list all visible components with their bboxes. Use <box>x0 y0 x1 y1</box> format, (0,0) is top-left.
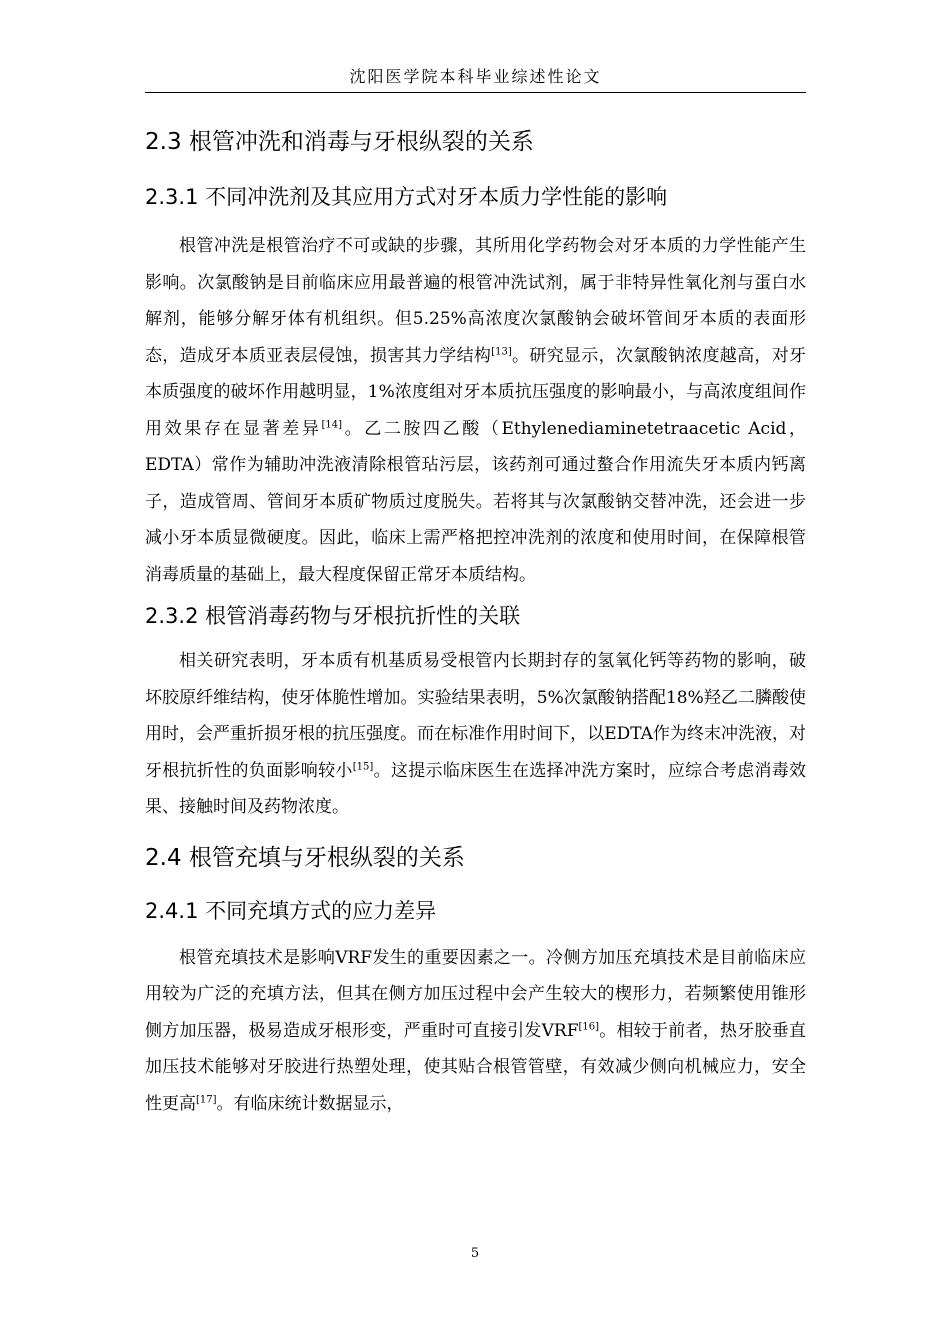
page-content <box>145 124 806 1122</box>
text-run: 。相较于前者，热牙胶垂直加压技术能够对牙胶进行热塑处理，使其贴合根管管壁，有效减少侧向机械应力，安全性更高 <box>145 1020 807 1114</box>
running-header: 沈阳医学院本科毕业综述性论文 <box>349 67 602 86</box>
paragraph-2-3-2 <box>145 643 806 826</box>
text-run: 。乙二胺四乙酸（Ethylenediaminetetraacetic Acid，EDTA）常作为辅助冲洗液清除根管玷污层，该药剂可通过螯合作用流失牙本质内钙离子，造成管周、管间牙本质矿物质过度脱失。若将其与次氯酸钠交替冲洗，还会进一步减小牙本质显微硬度。因此，临床上需严格把控冲洗剂的浓度和使用时间，在保障根管消毒质量的基础上，最大程度保留正常牙本质结构。 <box>145 418 807 585</box>
text-run: 相关研究表明，牙本质有机基质易受根管内长期封存的氢氧化钙等药物的影响，破坏胶原纤维结构，使牙体脆性增加。实验结果表明，5%次氯酸钠搭配18%羟乙二膦酸使用时，会严重折损牙根的抗压强度。而在标准作用时间下，以EDTA作为终末冲洗液，对牙根抗折性的负面影响较小 <box>145 651 806 781</box>
text-run: 根管冲洗是根管治疗不可或缺的步骤，其所用化学药物会对牙本质的力学性能产生影响。次氯酸钠是目前临床应用最普遍的根管冲洗试剂，属于非特异性氧化剂与蛋白水解剂，能够分解牙体有机组织。但5.25%高浓度次氯酸钠会破坏管间牙本质的表面形态，造成牙本质亚表层侵蚀，损害其力学结构 <box>145 236 806 366</box>
text-run: 。有临床统计数据显示， <box>216 1093 404 1114</box>
paragraph-2-3-1 <box>145 228 806 593</box>
subsection-heading-2-4-1: 2.4.1 不同充填方式的应力差异 <box>145 898 437 923</box>
citation: [15] <box>352 760 374 772</box>
subsection-heading-2-3-2: 2.3.2 根管消毒药物与牙根抗折性的关联 <box>145 604 521 628</box>
text-run: 。研究显示，次氯酸钠浓度越高，对牙本质强度的破坏作用越明显，1%浓度组对牙本质抗压强度的影响最小，与高浓度组间作用效果存在显著差异 <box>145 345 807 439</box>
text-run: 。这提示临床医生在选择冲洗方案时，应综合考虑消毒效果、接触时间及药物浓度。 <box>145 760 807 817</box>
header-divider <box>145 92 806 93</box>
page-number: 5 <box>470 1246 480 1261</box>
section-heading-2-4: 2.4 根管充填与牙根纵裂的关系 <box>145 844 465 871</box>
citation: [16] <box>578 1020 600 1032</box>
citation: [17] <box>196 1093 217 1105</box>
subsection-heading-2-3-1: 2.3.1 不同冲洗剂及其应用方式对牙本质力学性能的影响 <box>145 185 668 209</box>
paragraph-2-4-1 <box>145 940 806 1123</box>
citation: [13] <box>491 345 512 357</box>
text-run: 根管充填技术是影响VRF发生的重要因素之一。冷侧方加压充填技术是目前临床应用较为广泛的充填方法，但其在侧方加压过程中会产生较大的楔形力，若频繁使用锥形侧方加压器，极易造成牙根形变，严重时可直接引发VRF <box>145 947 806 1041</box>
citation: [14] <box>321 418 342 430</box>
section-heading-2-3: 2.3 根管冲洗和消毒与牙根纵裂的关系 <box>145 129 534 155</box>
